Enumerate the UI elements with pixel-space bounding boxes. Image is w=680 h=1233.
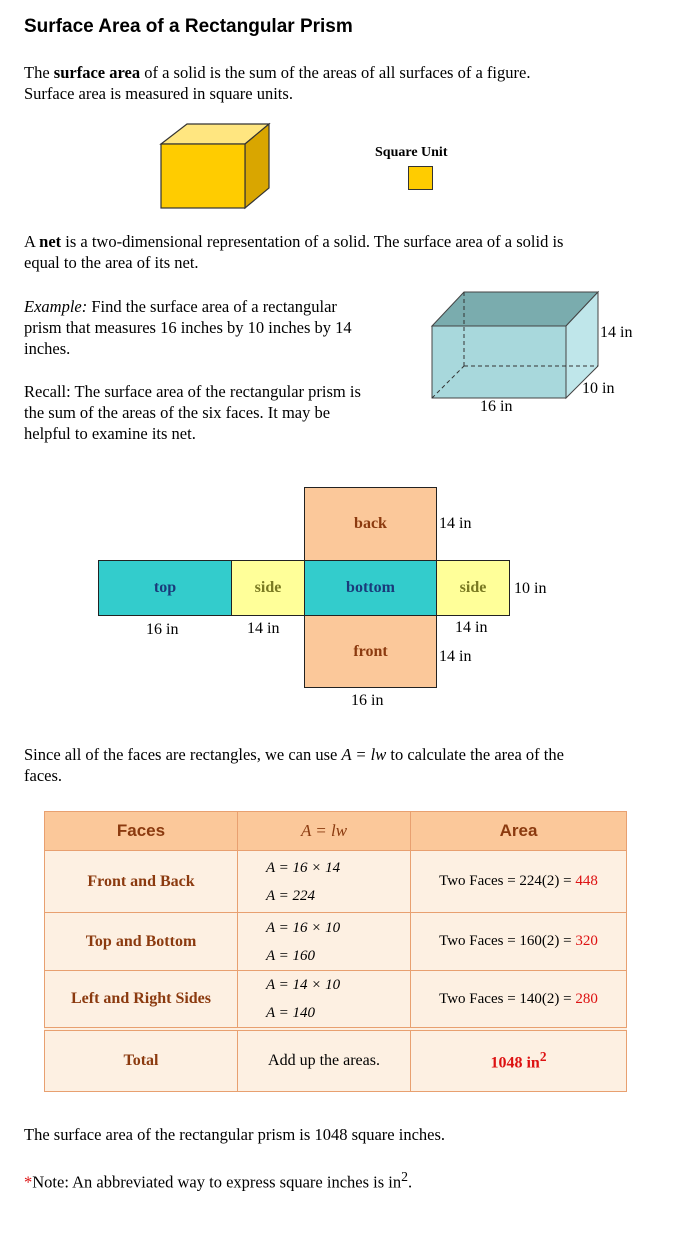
row-area	[411, 971, 627, 1030]
prism-depth-label: 10 in	[582, 380, 615, 397]
recall-line-3: helpful to examine its net.	[24, 424, 196, 443]
page-title: Surface Area of a Rectangular Prism	[24, 16, 353, 37]
calc-line-2: A = 160	[266, 947, 316, 964]
net-top-width-label: 16 in	[146, 621, 179, 638]
example-line-1: Find the surface area of a rectangular	[87, 297, 337, 316]
total-label: Total	[45, 1029, 238, 1091]
row-calc	[238, 851, 411, 913]
net-side-left-width-label: 14 in	[247, 620, 280, 637]
table-row	[45, 851, 627, 913]
net-term: net	[39, 232, 62, 251]
net-definition	[24, 231, 563, 273]
header-area: Area	[411, 812, 627, 851]
area-table	[44, 811, 627, 1092]
conclusion-text: The surface area of the rectangular prism is 1048 square inches.	[24, 1125, 446, 1144]
intro-term: surface area	[53, 63, 141, 82]
cube-front-face	[161, 144, 245, 208]
note-body: Note: An abbreviated way to express square inches is in	[32, 1172, 402, 1192]
net-face-side-right: side	[436, 560, 510, 616]
example-label: Example:	[24, 297, 88, 316]
area-text: Two Faces = 140(2) =	[439, 990, 576, 1007]
net-def-text-a: A	[24, 232, 40, 251]
table-header-row	[45, 812, 627, 851]
note-text	[24, 1166, 412, 1193]
calc-line-1: A = 16 × 10	[266, 919, 341, 936]
area-text: Two Faces = 224(2) =	[439, 873, 576, 889]
since-text-b: to calculate the area of the	[386, 745, 564, 764]
note-end: .	[407, 1172, 413, 1192]
intro-text-b: of a solid is the sum of the areas of all surfaces of a figure.	[140, 63, 531, 82]
calc-line-1: A = 16 × 14	[266, 859, 341, 876]
net-bottom-width-label: 10 in	[514, 580, 547, 597]
prism-length-label: 16 in	[480, 398, 513, 415]
row-label: Top and Bottom	[45, 913, 238, 971]
net-face-side-left: side	[231, 560, 305, 616]
row-label: Left and Right Sides	[45, 971, 238, 1030]
net-front-width-label: 16 in	[351, 692, 384, 709]
intro-text-a: The	[24, 63, 54, 82]
area-formula: A = lw	[341, 745, 387, 764]
row-calc	[238, 971, 411, 1030]
total-value-exponent: 2	[539, 1049, 547, 1065]
row-label: Front and Back	[45, 851, 238, 913]
calc-line-2: A = 224	[266, 887, 316, 904]
area-value: 320	[575, 933, 598, 949]
note-star: *	[24, 1172, 33, 1192]
calc-line-1: A = 14 × 10	[266, 977, 341, 993]
header-formula: A = lw	[238, 812, 411, 851]
recall-line-1: Recall: The surface area of the rectangular prism is	[24, 382, 361, 401]
example-line-3: inches.	[24, 339, 71, 358]
area-value: 448	[575, 873, 598, 889]
row-area	[411, 851, 627, 913]
square-unit-box	[408, 166, 433, 190]
example-paragraph	[24, 296, 424, 359]
net-face-bottom: bottom	[304, 560, 437, 616]
total-value-number: 1048 in	[490, 1054, 540, 1072]
prism-front-face	[432, 326, 566, 398]
net-back-height-label: 14 in	[439, 515, 472, 532]
net-def-text-c: equal to the area of its net.	[24, 253, 199, 272]
intro-paragraph	[24, 62, 530, 104]
header-faces: Faces	[45, 812, 238, 851]
area-value: 280	[575, 990, 598, 1007]
net-face-back: back	[304, 487, 437, 561]
square-unit-label: Square Unit	[375, 145, 448, 160]
table-total-row	[45, 1029, 627, 1091]
net-front-height-label: 14 in	[439, 648, 472, 665]
total-instruction: Add up the areas.	[238, 1029, 411, 1091]
cube-figure	[155, 120, 275, 212]
calc-line-2: A = 140	[266, 1005, 316, 1021]
example-line-2: prism that measures 16 inches by 10 inches by 14	[24, 318, 352, 337]
note-exponent: 2	[401, 1169, 408, 1184]
net-face-top: top	[98, 560, 232, 616]
net-face-front: front	[304, 615, 437, 688]
table-row	[45, 971, 627, 1030]
prism-height-label: 14 in	[600, 324, 633, 341]
prism-figure	[426, 288, 602, 402]
recall-line-2: the sum of the areas of the six faces. It may be	[24, 403, 331, 422]
table-row	[45, 913, 627, 971]
recall-paragraph	[24, 381, 424, 444]
area-text: Two Faces = 160(2) =	[439, 933, 576, 949]
since-text-c: faces.	[24, 766, 63, 785]
intro-text-c: Surface area is measured in square units.	[24, 84, 293, 103]
row-calc	[238, 913, 411, 971]
net-def-text-b: is a two-dimensional representation of a solid. The surface area of a solid is	[61, 232, 564, 251]
since-text-a: Since all of the faces are rectangles, we can use	[24, 745, 342, 764]
net-side-right-width-label: 14 in	[455, 619, 488, 636]
formula-paragraph	[24, 744, 664, 786]
total-value	[411, 1029, 627, 1091]
row-area	[411, 913, 627, 971]
